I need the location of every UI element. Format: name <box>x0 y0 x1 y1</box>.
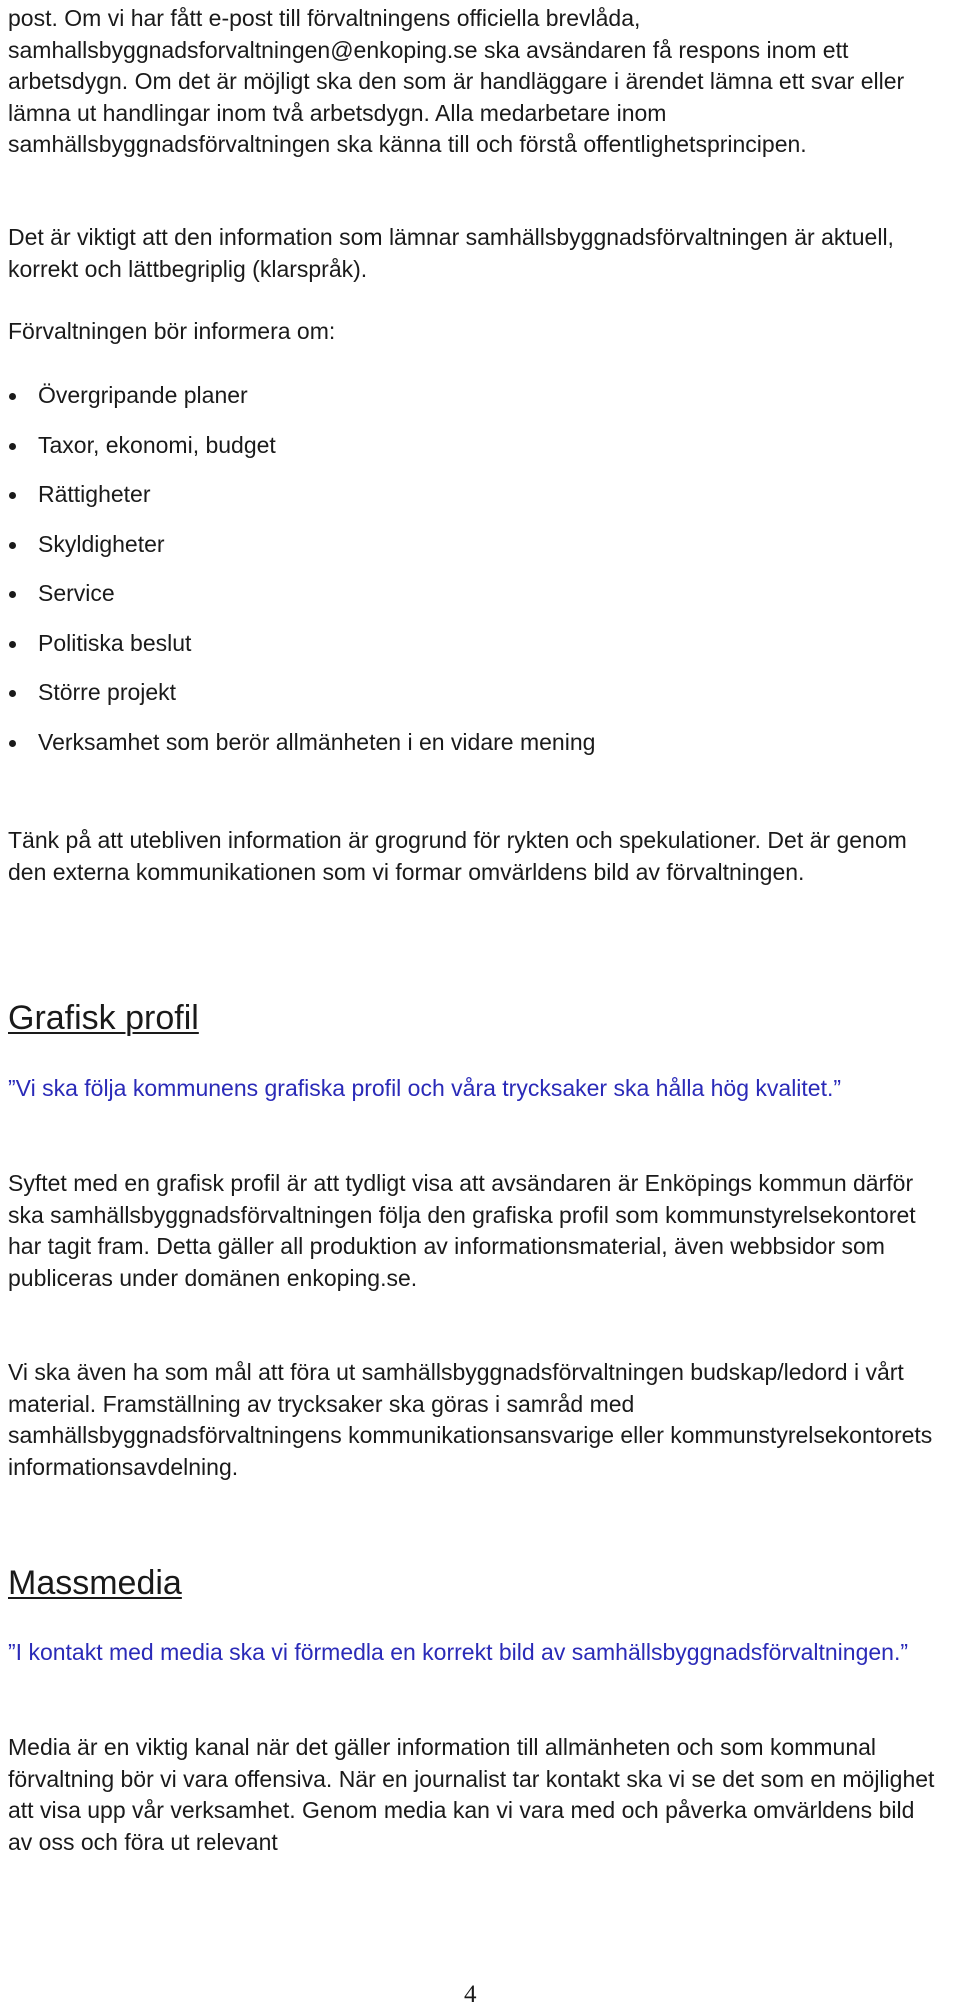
paragraph-inform-intro: Förvaltningen bör informera om: <box>8 318 336 344</box>
quote-grafisk-profil: ”Vi ska följa kommunens grafiska profil och våra trycksaker ska hålla hög kvalitet.” <box>8 1075 842 1101</box>
list-item-text: Verksamhet som berör allmänheten i en vidare mening <box>38 728 596 755</box>
paragraph-grafisk-profil-message: Vi ska även ha som mål att föra ut samhällsbyggnadsförvaltningen budskap/ledord i vårt material. Framställning av trycksaker ska göras i samråd med samhällsbyggnadsförvaltningens kommunikationsansvarige eller kommunstyrelsekontorets informationsavdelning. <box>8 1359 933 1480</box>
list-item <box>8 529 943 579</box>
list-item <box>8 677 943 727</box>
page-number: 4 <box>464 1981 477 2008</box>
paragraph-massmedia: Media är en viktig kanal när det gäller information till allmänheten och som kommunal förvaltning bör vi vara offensiva. När en journalist tar kontakt ska vi se det som en möjlighet att visa upp vår verksamhet. Genom media kan vi vara med och påverka omvärldens bild av oss och föra ut relevant <box>8 1734 935 1855</box>
bullet-icon <box>9 393 16 400</box>
paragraph-information-quality: Det är viktigt att den information som lämnar samhällsbyggnadsförvaltningen är aktuell, korrekt och lättbegriplig (klarspråk). <box>8 224 894 282</box>
paragraph-email-response: post. Om vi har fått e-post till förvaltningens officiella brevlåda, samhallsbyggnadsforvaltningen@enkoping.se ska avsändaren få respons inom ett arbetsdygn. Om det är möjligt ska den som är handläggare i ärendet lämna ett svar eller lämna ut handlingar inom två arbetsdygn. Alla medarbetare inom samhällsbyggnadsförvaltningen ska känna till och förstå offentlighetsprincipen. <box>8 5 905 157</box>
list-item-text: Övergripande planer <box>38 382 248 408</box>
bullet-icon <box>9 740 16 747</box>
paragraph-rumors: Tänk på att utebliven information är grogrund för rykten och spekulationer. Det är genom den externa kommunikationen som vi formar omvärldens bild av förvaltningen. <box>8 827 907 885</box>
list-item <box>8 628 943 678</box>
list-item-text: Service <box>38 580 115 606</box>
list-item <box>8 380 943 430</box>
heading-grafisk-profil: Grafisk profil <box>8 999 199 1037</box>
bullet-icon <box>9 542 16 549</box>
quote-massmedia: ”I kontakt med media ska vi förmedla en korrekt bild av samhällsbyggnadsförvaltningen.” <box>8 1639 908 1665</box>
list-item <box>8 430 943 480</box>
paragraph-grafisk-profil-purpose: Syftet med en grafisk profil är att tydligt visa att avsändaren är Enköpings kommun därför ska samhällsbyggnadsförvaltningen följa den grafiska profil som kommunstyrelsekontoret har tagit fram. Detta gäller all produktion av informationsmaterial, även webbsidor som publiceras under domänen enkoping.se. <box>8 1170 916 1291</box>
list-item-text: Skyldigheter <box>38 530 165 557</box>
inform-topics-list <box>8 380 943 776</box>
list-item <box>8 479 943 529</box>
bullet-icon <box>9 591 16 598</box>
list-item-text: Större projekt <box>38 679 177 705</box>
list-item <box>8 727 943 777</box>
list-item-text: Rättigheter <box>38 481 151 507</box>
list-item-text: Politiska beslut <box>38 629 192 656</box>
list-item-text: Taxor, ekonomi, budget <box>38 431 276 458</box>
bullet-icon <box>9 492 16 499</box>
bullet-icon <box>9 690 16 697</box>
list-item <box>8 578 943 628</box>
heading-massmedia: Massmedia <box>8 1564 182 1602</box>
bullet-icon <box>9 641 16 648</box>
bullet-icon <box>9 443 16 450</box>
